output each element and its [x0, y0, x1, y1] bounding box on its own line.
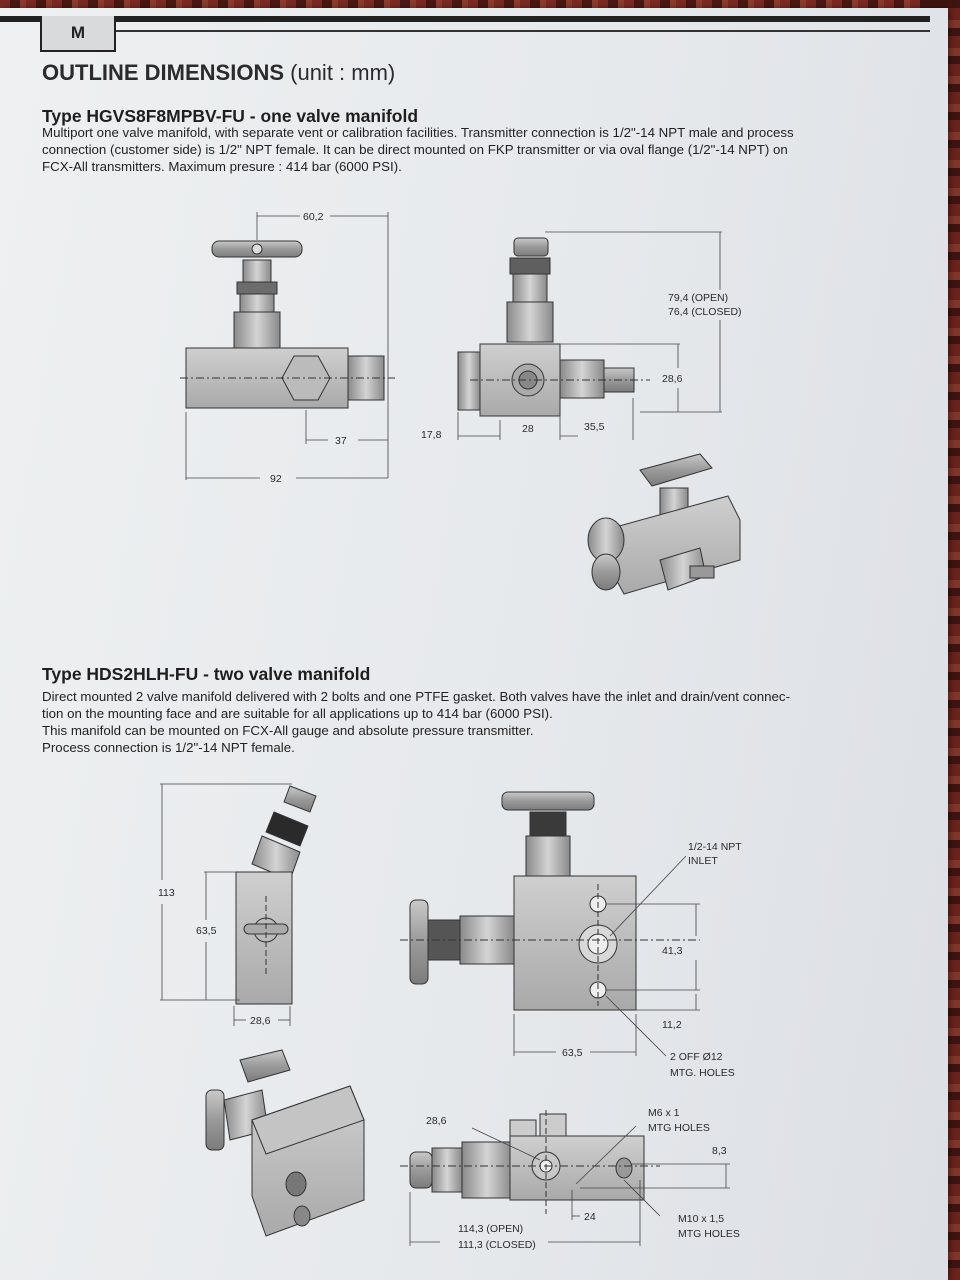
section1-line: Multiport one valve manifold, with separate vent or calibration facilities. Transmitter connection is 1/2"-14 NPT male and process: [42, 125, 794, 140]
dim-length-open: 114,3 (OPEN): [458, 1223, 524, 1235]
valve2-side-view: [236, 786, 316, 1004]
dim-inlet-label: 1/2-14 NPT: [688, 841, 742, 853]
section2-heading: Type HDS2HLH-FU - two valve manifold: [42, 664, 371, 684]
dim-body-thickness: 28,6: [250, 1015, 271, 1027]
dim-height-open: 79,4 (OPEN): [668, 292, 729, 304]
dim-side-left: 17,8: [421, 429, 442, 441]
dim-body-height: 63,5: [196, 925, 217, 937]
valve1-isometric-view: [588, 454, 740, 594]
dim-m6-label: M6 x 1: [648, 1107, 680, 1119]
section1-line: FCX-All transmitters. Maximum presure : 414 bar (6000 PSI).: [42, 159, 402, 174]
dim-length-closed: 111,3 (CLOSED): [458, 1239, 536, 1251]
dim-port-length: 35,5: [584, 421, 605, 433]
dim-height-closed: 76,4 (CLOSED): [668, 306, 742, 318]
dim-port-offset: 37: [335, 435, 347, 447]
section1-line: connection (customer side) is 1/2" NPT female. It can be direct mounted on FKP transmitter or via oval flange (1/2"-14 NPT) on: [42, 142, 788, 157]
dim-body-width: 63,5: [562, 1047, 583, 1059]
dim-holes-label: 2 OFF Ø12: [670, 1051, 723, 1063]
dim-body-width: 28: [522, 423, 534, 435]
dim-body-height: 28,6: [662, 373, 683, 385]
dim-m10-offset: 24: [584, 1211, 596, 1223]
dim-overall-length: 92: [270, 473, 282, 485]
dim-hole-spacing: 41,3: [662, 945, 683, 957]
dim-bottom-offset: 11,2: [662, 1019, 682, 1031]
dim-inlet-label-2: INLET: [688, 855, 718, 867]
dim-m10-label: M10 x 1,5: [678, 1213, 725, 1225]
dim-width-top: 60,2: [303, 211, 324, 223]
valve2-front-view: [400, 792, 700, 1010]
section2-line: Direct mounted 2 valve manifold delivered with 2 bolts and one PTFE gasket. Both valves have the inlet and drain/vent connec-: [42, 689, 791, 704]
dim-overall-height: 113: [158, 887, 175, 899]
dim-holes-label-2: MTG. HOLES: [670, 1067, 735, 1079]
dim-m10-label-2: MTG HOLES: [678, 1228, 740, 1240]
valve2-isometric-view: [206, 1050, 364, 1236]
page-title-unit: (unit : mm): [284, 60, 396, 85]
dim-top-width: 28,6: [426, 1115, 447, 1127]
dim-side-offset: 8,3: [712, 1145, 727, 1157]
page-title-bold: OUTLINE DIMENSIONS: [42, 60, 285, 85]
valve1-side-view: [458, 238, 650, 416]
section1-heading: Type HGVS8F8MPBV-FU - one valve manifold: [42, 106, 419, 126]
valve1-front-view: [180, 241, 395, 408]
section2-line: Process connection is 1/2"-14 NPT female.: [42, 740, 295, 755]
section2-line: tion on the mounting face and are suitable for all applications up to 414 bar (6000 PSI).: [42, 706, 553, 721]
dim-m6-label-2: MTG HOLES: [648, 1122, 710, 1134]
section2-line: This manifold can be mounted on FCX-All gauge and absolute pressure transmitter.: [42, 723, 534, 738]
section-tab: M: [40, 16, 116, 52]
